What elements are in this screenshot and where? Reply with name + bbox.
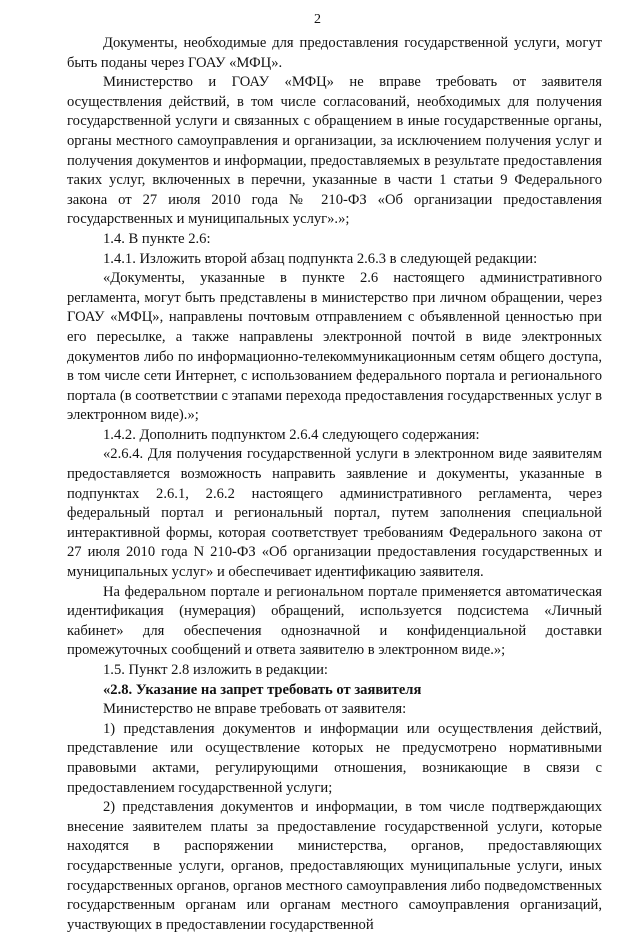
paragraph: На федеральном портале и региональном портале применяется автоматическая идентификация (нумерация) обращений, используется подсистема «Личный кабинет» для обеспечения однозначной и конфиденциальной доставки промежуточных сообщений и ответа заявителю в электронном виде.»; <box>67 583 602 659</box>
paragraph: Министерство и ГОАУ «МФЦ» не вправе требовать от заявителя осуществления действий, в том числе согласований, необходимых для получения государственной услуги и связанных с обращением в иные государственные органы, органы местного самоуправления и организации, за исключением получения услуг и получения документов и информации, предоставляемых в результате предоставления таких услуг, включенных в перечни, указанные в части 1 статьи 9 Федерального закона от 27 июля 2010 года № 210-ФЗ «Об организации предоставления государственных и муниципальных услуг».»; <box>67 74 602 228</box>
page-number: 2 <box>314 12 321 27</box>
paragraph: «2.6.4. Для получения государственной услуги в электронном виде заявителям предоставляется возможность направить заявление и документы, указанные в подпунктах 2.6.1, 2.6.2 настоящего административного регламента, через федеральный портал и региональный портал, путем заполнения специальной интерактивной формы, которая соответствует требованиям Федерального закона от 27 июля 2010 года N 210-ФЗ «Об организации предоставления государственных и муниципальных услуг» и обеспечивает идентификацию заявителя. <box>67 446 602 581</box>
paragraph: 1.4.2. Дополнить подпунктом 2.6.4 следующего содержания: <box>103 426 480 443</box>
paragraph: Министерство не вправе требовать от заявителя: <box>103 701 407 718</box>
document-body <box>67 34 602 935</box>
paragraph: Документы, необходимые для предоставления государственной услуги, могут быть поданы через ГОАУ «МФЦ». <box>67 35 602 71</box>
paragraph: «Документы, указанные в пункте 2.6 настоящего административного регламента, могут быть представлены в министерство при личном обращении, через ГОАУ «МФЦ», направлены почтовым отправлением с объявленной ценностью при его пересылке, а также направлены электронной почтой в виде электронных документов либо по информационно-телекоммуникационным сетям общего доступа, в том числе сети Интернет, с использованием федерального портала и регионального портала (в соответствии с этапами перехода предоставления государственных услуг в электронном виде).»; <box>67 270 602 424</box>
paragraph: 1) представления документов и информации или осуществления действий, представление или осуществление которых не предусмотрено нормативными правовыми актами, регулирующими отношения, возникающие в связи с предоставлением государственной услуги; <box>67 720 602 796</box>
paragraph: 1.5. Пункт 2.8 изложить в редакции: <box>103 662 328 678</box>
paragraph: 2) представления документов и информации, в том числе подтверждающих внесение заявителем платы за предоставление государственной услуги, которые находятся в распоряжении министерства, органов, предоставляющих государственные услуги, органов, предоставляющих муниципальные услуги, иных государственных органов, органов местного самоуправления либо подведомственных государственным органам или органам местного самоуправления организаций, участвующих в предоставлении государственной <box>67 799 602 933</box>
paragraph: 1.4. В пункте 2.6: <box>103 230 211 247</box>
paragraph: 1.4.1. Изложить второй абзац подпункта 2.6.3 в следующей редакции: <box>103 250 538 267</box>
section-heading: «2.8. Указание на запрет требовать от заявителя <box>103 681 422 698</box>
